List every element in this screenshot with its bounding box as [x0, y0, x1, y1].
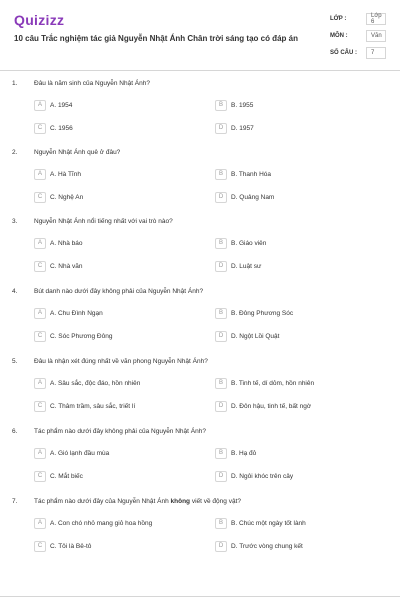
- option-c[interactable]: [34, 330, 184, 342]
- option-d[interactable]: [215, 191, 365, 203]
- question-text-emphasis: không: [170, 498, 191, 505]
- option-letter: C: [34, 123, 46, 134]
- question-2: [0, 149, 400, 211]
- meta-value-subject: Văn: [366, 30, 386, 42]
- option-text: C. Thâm trầm, sâu sắc, triết lí: [50, 402, 136, 410]
- option-a[interactable]: [34, 447, 184, 459]
- option-b[interactable]: [215, 307, 365, 319]
- question-text: Nguyễn Nhật Ánh nổi tiếng nhất với vai trò nào?: [34, 218, 173, 225]
- option-text: A. Hà Tĩnh: [50, 170, 81, 178]
- option-a[interactable]: [34, 307, 184, 319]
- option-letter: A: [34, 378, 46, 389]
- option-b[interactable]: [215, 237, 365, 249]
- option-letter: C: [34, 541, 46, 552]
- option-text: B. Thanh Hóa: [231, 170, 271, 178]
- question-4: [0, 288, 400, 350]
- option-a[interactable]: [34, 237, 184, 249]
- option-text: D. Ngột Lồi Quật: [231, 332, 280, 340]
- meta-label: MÔN :: [330, 32, 348, 39]
- option-letter: D: [215, 541, 227, 552]
- question-number: 7.: [12, 498, 18, 505]
- option-letter: A: [34, 308, 46, 319]
- question-3: [0, 218, 400, 280]
- option-letter: C: [34, 401, 46, 412]
- option-letter: B: [215, 308, 227, 319]
- option-c[interactable]: [34, 260, 184, 272]
- option-letter: C: [34, 261, 46, 272]
- option-text: C. Tôi là Bê-tô: [50, 542, 92, 550]
- option-c[interactable]: [34, 540, 184, 552]
- option-letter: B: [215, 238, 227, 249]
- option-a[interactable]: [34, 168, 184, 180]
- option-text: C. Mắt biếc: [50, 472, 83, 480]
- question-text: Đâu là nhận xét đúng nhất về văn phong Nguyễn Nhật Ánh?: [34, 358, 208, 365]
- question-6: [0, 428, 400, 490]
- option-letter: D: [215, 471, 227, 482]
- question-number: 3.: [12, 218, 18, 225]
- option-text: B. Giáo viên: [231, 239, 267, 247]
- option-letter: C: [34, 331, 46, 342]
- option-letter: A: [34, 238, 46, 249]
- option-letter: C: [34, 192, 46, 203]
- option-letter: D: [215, 123, 227, 134]
- option-c[interactable]: [34, 191, 184, 203]
- option-letter: D: [215, 192, 227, 203]
- option-letter: A: [34, 169, 46, 180]
- option-text: A. Gió lạnh đầu mùa: [50, 449, 110, 457]
- option-b[interactable]: [215, 377, 365, 389]
- question-text: Tác phẩm nào dưới đây không phải của Nguyễn Nhật Ánh?: [34, 428, 206, 435]
- option-d[interactable]: [215, 540, 365, 552]
- option-text: A. 1954: [50, 101, 73, 109]
- meta-row-grade: [330, 10, 386, 27]
- option-letter: A: [34, 448, 46, 459]
- option-text: A. Chu Đình Ngạn: [50, 309, 103, 317]
- option-text: A. Sâu sắc, độc đáo, hồn nhiên: [50, 379, 141, 387]
- option-letter: D: [215, 331, 227, 342]
- option-text: C. 1956: [50, 124, 73, 132]
- quizizz-logo: Quizizz: [14, 12, 65, 28]
- question-number: 6.: [12, 428, 18, 435]
- option-d[interactable]: [215, 260, 365, 272]
- question-7: [0, 498, 400, 560]
- option-text: B. Chúc một ngày tốt lành: [231, 519, 306, 527]
- worksheet-title: 10 câu Trắc nghiệm tác giả Nguyễn Nhật Ánh Chân trời sáng tạo có đáp án: [14, 34, 298, 43]
- option-d[interactable]: [215, 470, 365, 482]
- option-letter: C: [34, 471, 46, 482]
- question-text: Đâu là năm sinh của Nguyễn Nhật Ánh?: [34, 80, 150, 87]
- option-text: D. Trước vòng chung kết: [231, 542, 303, 550]
- option-text: B. 1955: [231, 101, 254, 109]
- question-number: 2.: [12, 149, 18, 156]
- option-letter: B: [215, 100, 227, 111]
- option-text: A. Nhà báo: [50, 239, 83, 247]
- meta-value-count: 7: [366, 47, 386, 59]
- meta-row-count: [330, 44, 386, 61]
- question-text: Nguyễn Nhật Ánh quê ở đâu?: [34, 149, 121, 156]
- worksheet-meta: [330, 10, 386, 61]
- option-d[interactable]: [215, 400, 365, 412]
- option-text: D. Quảng Nam: [231, 193, 275, 201]
- meta-label: SỐ CÂU :: [330, 49, 357, 56]
- option-d[interactable]: [215, 330, 365, 342]
- option-c[interactable]: [34, 122, 184, 134]
- bottom-divider: [0, 596, 400, 597]
- option-letter: B: [215, 448, 227, 459]
- option-b[interactable]: [215, 447, 365, 459]
- question-text-part: viết về động vật?: [190, 498, 241, 505]
- question-number: 1.: [12, 80, 18, 87]
- option-letter: D: [215, 401, 227, 412]
- option-a[interactable]: [34, 377, 184, 389]
- question-number: 4.: [12, 288, 18, 295]
- question-text-part: Tác phẩm nào dưới đây của Nguyễn Nhật Ánh: [34, 498, 171, 505]
- question-text: [34, 498, 241, 505]
- option-text: C. Sóc Phương Đông: [50, 332, 113, 340]
- option-letter: B: [215, 169, 227, 180]
- option-text: C. Nghệ An: [50, 193, 84, 201]
- option-c[interactable]: [34, 470, 184, 482]
- meta-row-subject: [330, 27, 386, 44]
- option-a[interactable]: [34, 517, 184, 529]
- option-text: C. Nhà văn: [50, 262, 83, 270]
- question-5: [0, 358, 400, 420]
- option-a[interactable]: [34, 99, 184, 111]
- option-letter: D: [215, 261, 227, 272]
- option-letter: A: [34, 518, 46, 529]
- option-text: D. Đôn hậu, tinh tế, bất ngờ: [231, 402, 312, 410]
- option-text: B. Hạ đỏ: [231, 449, 257, 457]
- option-letter: B: [215, 378, 227, 389]
- question-text: Bút danh nào dưới đây không phải của Nguyễn Nhật Ánh?: [34, 288, 204, 295]
- question-1: [0, 80, 400, 142]
- question-number: 5.: [12, 358, 18, 365]
- option-b[interactable]: [215, 168, 365, 180]
- option-b[interactable]: [215, 517, 365, 529]
- option-d[interactable]: [215, 122, 365, 134]
- option-c[interactable]: [34, 400, 184, 412]
- meta-value-grade: Lớp 6: [366, 13, 386, 25]
- option-text: B. Tinh tế, dí dỏm, hồn nhiên: [231, 379, 315, 387]
- option-text: D. Luật sư: [231, 262, 262, 270]
- worksheet-header: [0, 0, 400, 71]
- option-text: B. Đông Phương Sóc: [231, 309, 294, 317]
- option-text: D. Ngôi khóc trên cây: [231, 472, 294, 480]
- option-letter: A: [34, 100, 46, 111]
- meta-label: LỚP :: [330, 15, 347, 22]
- option-text: D. 1957: [231, 124, 254, 132]
- option-b[interactable]: [215, 99, 365, 111]
- option-text: A. Con chó nhỏ mang giỏ hoa hồng: [50, 519, 153, 527]
- option-letter: B: [215, 518, 227, 529]
